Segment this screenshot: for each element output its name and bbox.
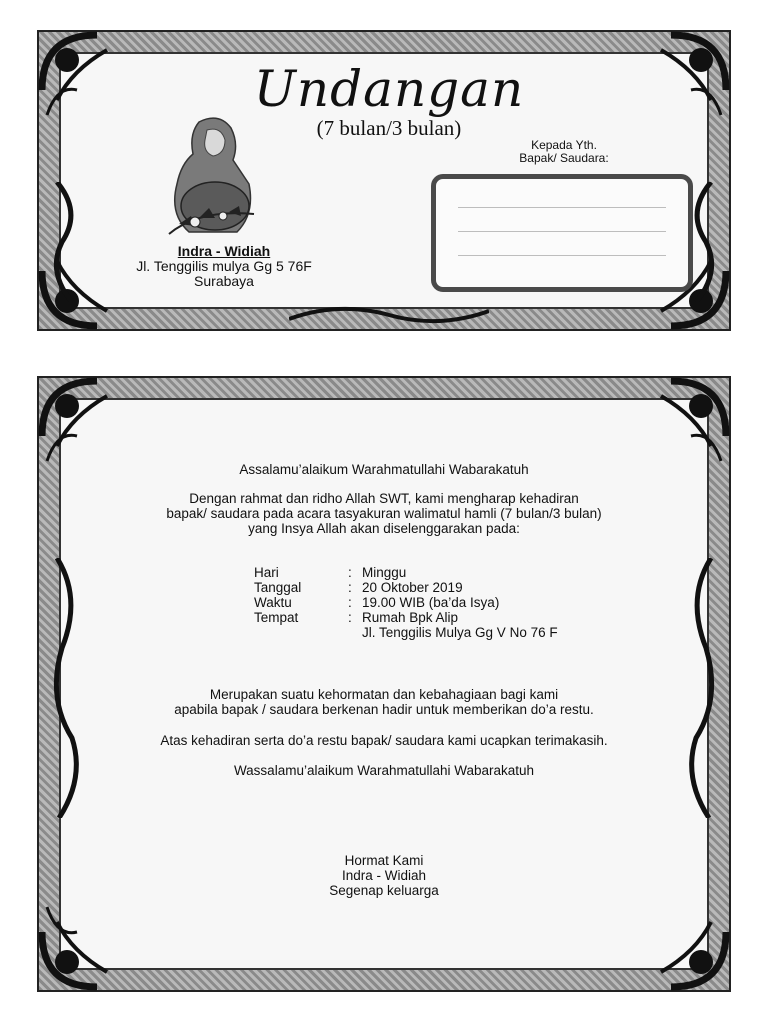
recipient-address-box <box>431 174 693 292</box>
detail-separator: : <box>348 580 352 595</box>
recipient-label <box>489 139 639 165</box>
corner-ornament-icon <box>37 902 127 992</box>
detail-value: Rumah Bpk Alip <box>362 610 459 625</box>
closing-line-2: apabila bapak / saudara berkenan hadir untuk memberikan do’a restu. <box>174 702 594 717</box>
detail-separator: : <box>348 610 352 625</box>
sender-name: Indra - Widiah <box>177 243 271 259</box>
recipient-line-2: Bapak/ Saudara: <box>519 151 609 165</box>
signature-line-1: Hormat Kami <box>344 853 424 868</box>
signature-block <box>79 853 689 898</box>
closing-line-1: Merupakan suatu kehormatan dan kebahagiaan bagi kami <box>209 687 559 702</box>
signature-line-2: Indra - Widiah <box>341 868 427 883</box>
detail-row <box>254 625 558 640</box>
detail-label: Tempat <box>254 610 299 625</box>
corner-ornament-icon <box>37 376 127 466</box>
signature-line-3: Segenap keluarga <box>329 883 439 898</box>
envelope-card <box>37 30 731 331</box>
detail-label: Tanggal <box>254 580 302 595</box>
detail-value: Jl. Tenggilis Mulya Gg V No 76 F <box>362 625 558 640</box>
detail-label <box>254 625 348 640</box>
detail-row <box>254 610 558 625</box>
invitation-subtitle: (7 bulan/3 bulan) <box>316 116 462 140</box>
corner-ornament-icon <box>641 902 731 992</box>
detail-row <box>254 580 558 595</box>
intro-line-2: bapak/ saudara pada acara tasyakuran walimatul hamli (7 bulan/3 bulan) <box>166 506 602 521</box>
detail-row <box>254 565 558 580</box>
address-line <box>458 231 666 232</box>
address-line <box>458 255 666 256</box>
recipient-line-1: Kepada Yth. <box>531 138 597 152</box>
sender-city: Surabaya <box>194 273 254 289</box>
detail-label: Hari <box>254 565 279 580</box>
greeting: Assalamu’alaikum Warahmatullahi Wabarakatuh <box>239 462 529 477</box>
event-details <box>254 565 558 640</box>
detail-value: 20 Oktober 2019 <box>362 580 463 595</box>
letter-card <box>37 376 731 992</box>
pregnant-woman-hijab-illustration <box>159 114 269 244</box>
detail-value: 19.00 WIB (ba’da Isya) <box>362 595 500 610</box>
invitation-title: Undangan <box>253 60 525 118</box>
detail-value: Minggu <box>362 565 407 580</box>
address-line <box>458 207 666 208</box>
farewell-line: Wassalamu’alaikum Warahmatullahi Wabarakatuh <box>233 763 535 778</box>
corner-ornament-icon <box>641 376 731 466</box>
detail-row <box>254 595 558 610</box>
detail-label: Waktu <box>254 595 292 610</box>
closing-paragraph <box>79 687 689 717</box>
intro-line-1: Dengan rahmat dan ridho Allah SWT, kami mengharap kehadiran <box>189 491 579 506</box>
sender-block <box>89 244 359 289</box>
sender-address: Jl. Tenggilis mulya Gg 5 76F <box>136 258 312 274</box>
corner-ornament-icon <box>641 30 731 120</box>
thanks-line: Atas kehadiran serta do’a restu bapak/ saudara kami ucapkan terimakasih. <box>160 733 608 748</box>
detail-separator <box>348 625 362 640</box>
corner-ornament-icon <box>37 30 127 120</box>
intro-line-3: yang Insya Allah akan diselenggarakan pada: <box>248 521 520 536</box>
detail-separator: : <box>348 565 352 580</box>
intro-paragraph <box>79 491 689 536</box>
detail-separator: : <box>348 595 352 610</box>
